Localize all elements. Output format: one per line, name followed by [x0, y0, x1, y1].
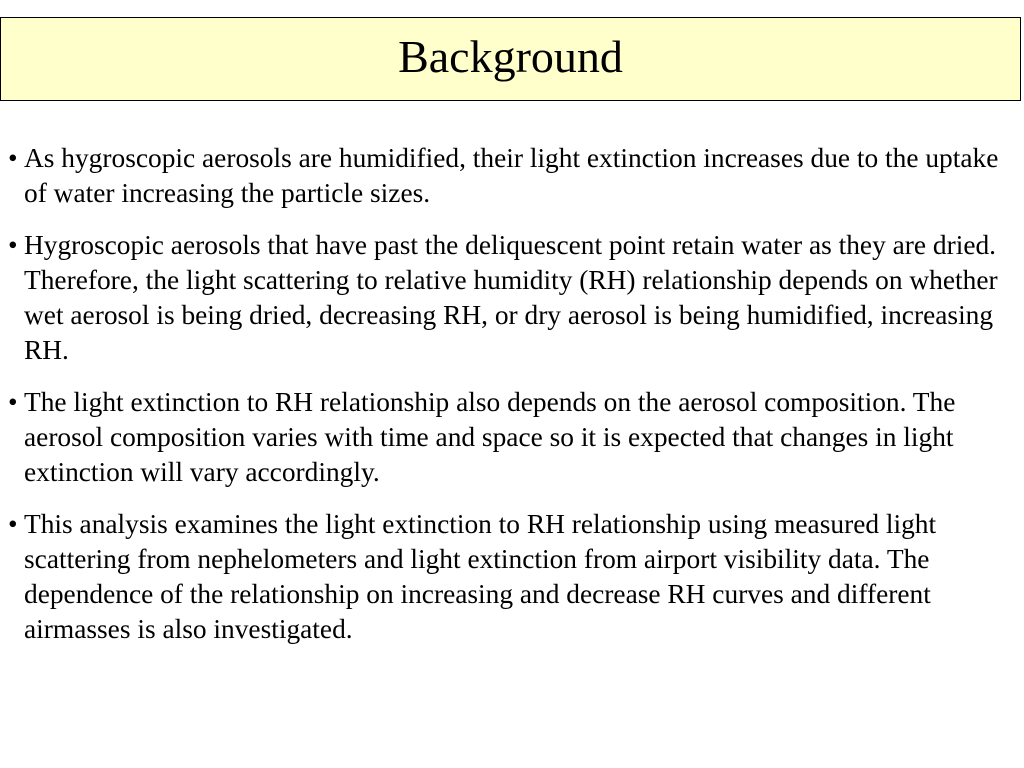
- bullet-text: The light extinction to RH relationship also depends on the aerosol composition. The aerosol composition varies with time and space so it is expected that changes in light extinction will vary accordingly.: [24, 387, 956, 487]
- slide-title-box: [0, 17, 1021, 101]
- bullet-item: [8, 385, 1012, 490]
- bullet-item: [8, 228, 1012, 368]
- bullet-icon: •: [8, 509, 18, 539]
- bullet-text: Hygroscopic aerosols that have past the deliquescent point retain water as they are dried. Therefore, the light scattering to relative humidity (RH) relationship depends on whether wet aerosol is being dried, decreasing RH, or dry aerosol is being humidified, increasing RH.: [24, 230, 998, 365]
- bullet-icon: •: [8, 143, 18, 173]
- bullet-item: [8, 507, 1012, 647]
- bullet-icon: •: [8, 230, 18, 260]
- bullet-item: [8, 141, 1012, 211]
- bullet-list: [8, 141, 1012, 664]
- bullet-text: As hygroscopic aerosols are humidified, their light extinction increases due to the uptake of water increasing the particle sizes.: [24, 143, 999, 208]
- slide-title: Background: [398, 31, 623, 82]
- bullet-icon: •: [8, 387, 18, 417]
- bullet-text: This analysis examines the light extinction to RH relationship using measured light scattering from nephelometers and light extinction from airport visibility data. The dependence of the relationship on increasing and decrease RH curves and different airmasses is also investigated.: [24, 509, 937, 644]
